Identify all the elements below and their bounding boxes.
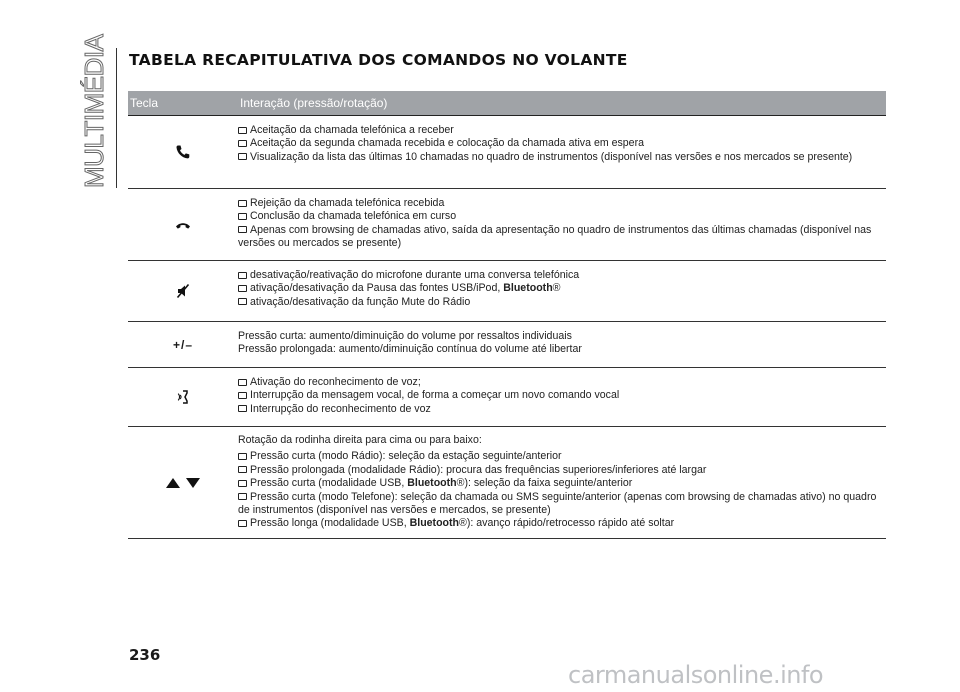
key-cell <box>128 116 238 188</box>
header-interaction: Interação (pressão/rotação) <box>240 96 388 110</box>
watermark: carmanualsonline.info <box>568 661 824 689</box>
bullet-icon <box>238 213 247 220</box>
volume-key-label: +/– <box>172 337 193 352</box>
list-item: Pressão longa (modalidade USB, Bluetooth®): avanço rápido/retrocesso rápido até soltar <box>238 517 886 530</box>
bullet-icon <box>238 127 247 134</box>
bullet-icon <box>238 140 247 147</box>
list-item: Ativação do reconhecimento de voz; <box>238 376 886 389</box>
interaction-cell <box>238 368 886 426</box>
list-item: Pressão prolongada (modalidade Rádio): procura das frequências superiores/inferiores até largar <box>238 464 886 477</box>
list-item: Visualização da lista das últimas 10 chamadas no quadro de instrumentos (disponível nas versões e nos mercados se presente) <box>238 151 886 164</box>
bullet-icon <box>238 379 247 386</box>
key-cell <box>128 368 238 426</box>
table-row <box>128 189 886 261</box>
bullet-icon <box>238 520 247 527</box>
list-item: ativação/desativação da Pausa das fontes USB/iPod, Bluetooth® <box>238 282 886 295</box>
bullet-icon <box>238 466 247 473</box>
list-item: ativação/desativação da função Mute do Rádio <box>238 296 886 309</box>
page-title: TABELA RECAPITULATIVA DOS COMANDOS NO VOLANTE <box>129 51 628 69</box>
bullet-icon <box>238 285 247 292</box>
list-item: Rejeição da chamada telefónica recebida <box>238 197 886 210</box>
bullet-icon <box>238 405 247 412</box>
key-cell <box>128 189 238 260</box>
table-row <box>128 368 886 427</box>
list-item: Pressão curta: aumento/diminuição do volume por ressaltos individuais <box>238 330 572 342</box>
table-row <box>128 116 886 189</box>
bullet-icon <box>238 200 247 207</box>
header-key: Tecla <box>130 96 159 110</box>
list-item: Pressão curta (modo Rádio): seleção da estação seguinte/anterior <box>238 450 886 463</box>
list-item: Apenas com browsing de chamadas ativo, saída da apresentação no quadro de instrumentos das últimas chamadas (disponível nas versões ou mercados se presente) <box>238 223 872 250</box>
list-item: Pressão curta (modalidade USB, Bluetooth®): seleção da faixa seguinte/anterior <box>238 477 886 490</box>
bullet-icon <box>238 226 247 233</box>
list-item: desativação/reativação do microfone durante uma conversa telefónica <box>238 269 886 282</box>
phone-hangup-icon <box>175 220 191 230</box>
phone-accept-icon <box>175 144 191 160</box>
list-item: Aceitação da segunda chamada recebida e colocação da chamada ativa em espera <box>238 137 886 150</box>
interaction-cell <box>238 116 886 188</box>
bullet-icon <box>238 392 247 399</box>
interaction-cell <box>238 261 886 321</box>
section-divider <box>116 48 117 188</box>
key-cell <box>128 427 238 538</box>
list-item: Rotação da rodinha direita para cima ou para baixo: <box>238 434 482 446</box>
interaction-cell <box>238 189 886 260</box>
commands-table <box>128 91 886 539</box>
list-item: Interrupção da mensagem vocal, de forma a começar um novo comando vocal <box>238 389 886 402</box>
key-cell <box>128 322 238 367</box>
bullet-icon <box>238 493 247 500</box>
table-row <box>128 427 886 539</box>
list-item: Pressão prolongada: aumento/diminuição contínua do volume até libertar <box>238 343 582 356</box>
bullet-icon <box>238 480 247 487</box>
bullet-icon <box>238 453 247 460</box>
list-item: Pressão curta (modo Telefone): seleção da chamada ou SMS seguinte/anterior (apenas com browsing de chamadas ativo) no quadro de instrumentos (disponível nas versões e mercados, se presente) <box>238 490 877 517</box>
list-item: Conclusão da chamada telefónica em curso <box>238 210 886 223</box>
list-item: Aceitação da chamada telefónica a receber <box>238 124 886 137</box>
bullet-icon <box>238 298 247 305</box>
table-row <box>128 322 886 368</box>
voice-recognition-icon <box>176 389 190 405</box>
mute-icon <box>176 283 190 299</box>
bullet-icon <box>238 153 247 160</box>
bullet-icon <box>238 272 247 279</box>
section-label: MULTIMÉDIA <box>79 34 109 188</box>
table-row <box>128 261 886 322</box>
interaction-cell <box>238 322 886 367</box>
key-cell <box>128 261 238 321</box>
up-down-arrows-icon <box>165 477 201 489</box>
page-number: 236 <box>129 646 161 664</box>
list-item: Interrupção do reconhecimento de voz <box>238 403 886 416</box>
table-header <box>128 91 886 116</box>
interaction-cell <box>238 427 886 538</box>
